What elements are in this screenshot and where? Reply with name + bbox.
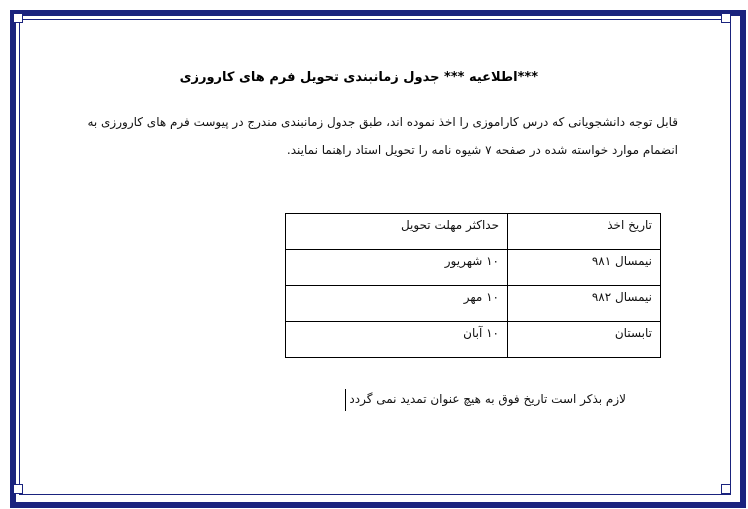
schedule-table[interactable] [285, 213, 661, 358]
border-corner-top-left [13, 13, 23, 23]
table-header-cell[interactable]: حداکثر مهلت تحویل [286, 214, 508, 250]
table-cell[interactable]: نیمسال ۹۸۲ [508, 286, 661, 322]
paragraph-line[interactable]: انضمام موارد خواسته شده در صفحه ۷ شیوه نامه را تحویل استاد راهنما نمایند. [286, 143, 678, 157]
table-row [286, 250, 661, 286]
border-corner-top-right [721, 13, 731, 23]
announcement-title[interactable]: ***اطلاعیه *** جدول زمانبندی تحویل فرم های کارورزی [179, 70, 538, 85]
table-row [286, 322, 661, 358]
border-corner-bottom-left [13, 484, 23, 494]
text-cursor [345, 389, 346, 411]
table-header-cell[interactable]: تاریخ اخذ [508, 214, 661, 250]
table-cell[interactable]: ۱۰ آبان [286, 322, 508, 358]
table-cell[interactable]: ۱۰ شهریور [286, 250, 508, 286]
deadline-note[interactable]: لازم بذکر است تاریخ فوق به هیچ عنوان تمدید نمی گردد [349, 392, 626, 406]
paragraph-line[interactable]: قابل توجه دانشجویانی که درس کاراموزی را اخذ نموده اند، طبق جدول زمانبندی مندرج در پیوست فرم های کارورزی به [87, 115, 678, 129]
border-corner-bottom-right [721, 484, 731, 494]
table-cell[interactable]: ۱۰ مهر [286, 286, 508, 322]
table-cell[interactable]: تابستان [508, 322, 661, 358]
table-cell[interactable]: نیمسال ۹۸۱ [508, 250, 661, 286]
table-header-row [286, 214, 661, 250]
table-row [286, 286, 661, 322]
body-paragraph[interactable] [82, 108, 678, 164]
